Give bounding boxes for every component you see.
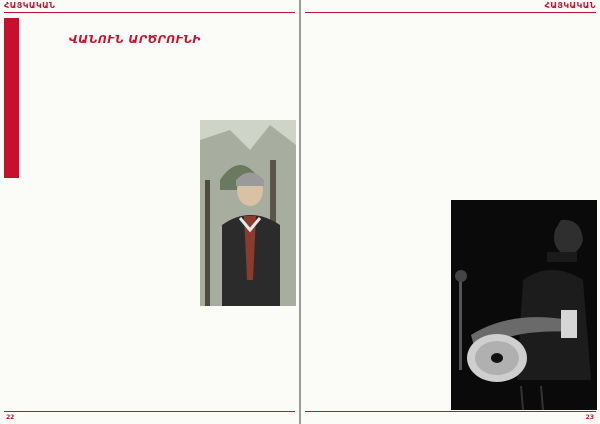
page-number-right: 23: [585, 414, 594, 421]
magazine-logo: ՀԱՅԿԱԿԱՆ: [544, 1, 596, 10]
article-author: ՎԱՆՈՒՆ ԱՐԾՐՈՒՆԻ: [68, 33, 202, 46]
masthead-right: [305, 2, 596, 13]
article-column-4: [451, 14, 595, 164]
article-headline: [30, 34, 240, 57]
page-number-left: 22: [6, 414, 15, 421]
portrait-photo-illustration: [200, 120, 296, 306]
masthead-left: [4, 2, 295, 13]
article-column-2: [28, 300, 296, 410]
portrait-photo: [200, 120, 296, 306]
performer-photo-illustration: [451, 200, 597, 410]
article-column-3: [307, 14, 447, 412]
magazine-logo: ՀԱՅԿԱԿԱՆ: [4, 1, 56, 10]
right-page: [301, 0, 600, 424]
left-page: [0, 0, 299, 424]
performer-photo: [451, 200, 597, 410]
section-sidebar: [4, 18, 19, 178]
